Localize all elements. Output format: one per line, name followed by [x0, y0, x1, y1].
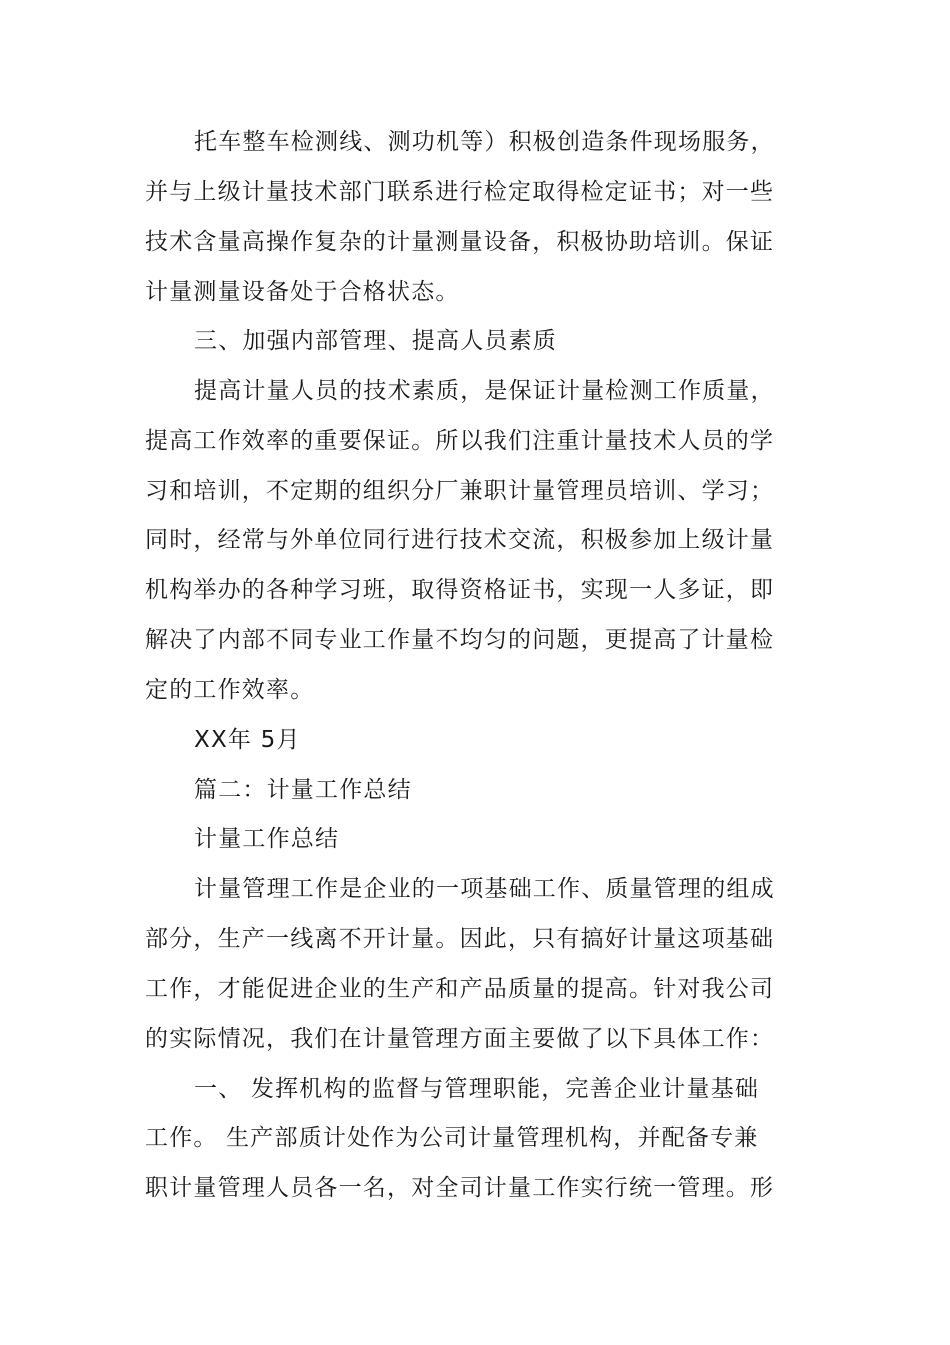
text-line-17: 部分，生产一线离不开计量。因此，只有搞好计量这项基础 — [145, 926, 775, 952]
text-line-21: 工作。 生产部质计处作为公司计量管理机构，并配备专兼 — [145, 1125, 759, 1151]
text-line-20: 一、 发挥机构的监督与管理职能，完善企业计量基础 — [194, 1076, 760, 1102]
text-line-12: 定的工作效率。 — [145, 677, 315, 703]
text-line-2: 并与上级计量技术部门联系进行检定取得检定证书；对一些 — [145, 179, 775, 205]
text-line-18: 工作，才能促进企业的生产和产品质量的提高。针对我公司 — [145, 976, 775, 1002]
text-line-16: 计量管理工作是企业的一项基础工作、质量管理的组成 — [194, 876, 775, 902]
text-line-10: 机构举办的各种学习班，取得资格证书，实现一人多证，即 — [145, 577, 775, 603]
section-heading-3: 三、加强内部管理、提高人员素质 — [194, 328, 557, 354]
text-line-6: 提高计量人员的技术素质，是保证计量检测工作质量， — [194, 378, 775, 404]
text-line-3: 技术含量高操作复杂的计量测量设备，积极协助培训。保证 — [145, 229, 775, 255]
text-line-11: 解决了内部不同专业工作量不均匀的问题，更提高了计量检 — [145, 627, 775, 653]
text-line-22: 职计量管理人员各一名，对全司计量工作实行统一管理。形 — [145, 1175, 775, 1201]
text-line-4: 计量测量设备处于合格状态。 — [145, 279, 460, 305]
text-line-8: 习和培训，不定期的组织分厂兼职计量管理员培训、学习； — [145, 478, 775, 504]
text-line-19: 的实际情况，我们在计量管理方面主要做了以下具体工作： — [145, 1026, 775, 1052]
text-line-1: 托车整车检测线、测功机等）积极创造条件现场服务， — [194, 129, 775, 155]
date-line: XX年 5月 — [194, 727, 301, 753]
chapter-title: 篇二：计量工作总结 — [194, 777, 412, 803]
text-line-9: 同时，经常与外单位同行进行技术交流，积极参加上级计量 — [145, 527, 775, 553]
text-line-7: 提高工作效率的重要保证。所以我们注重计量技术人员的学 — [145, 428, 775, 454]
section-title: 计量工作总结 — [194, 826, 340, 852]
